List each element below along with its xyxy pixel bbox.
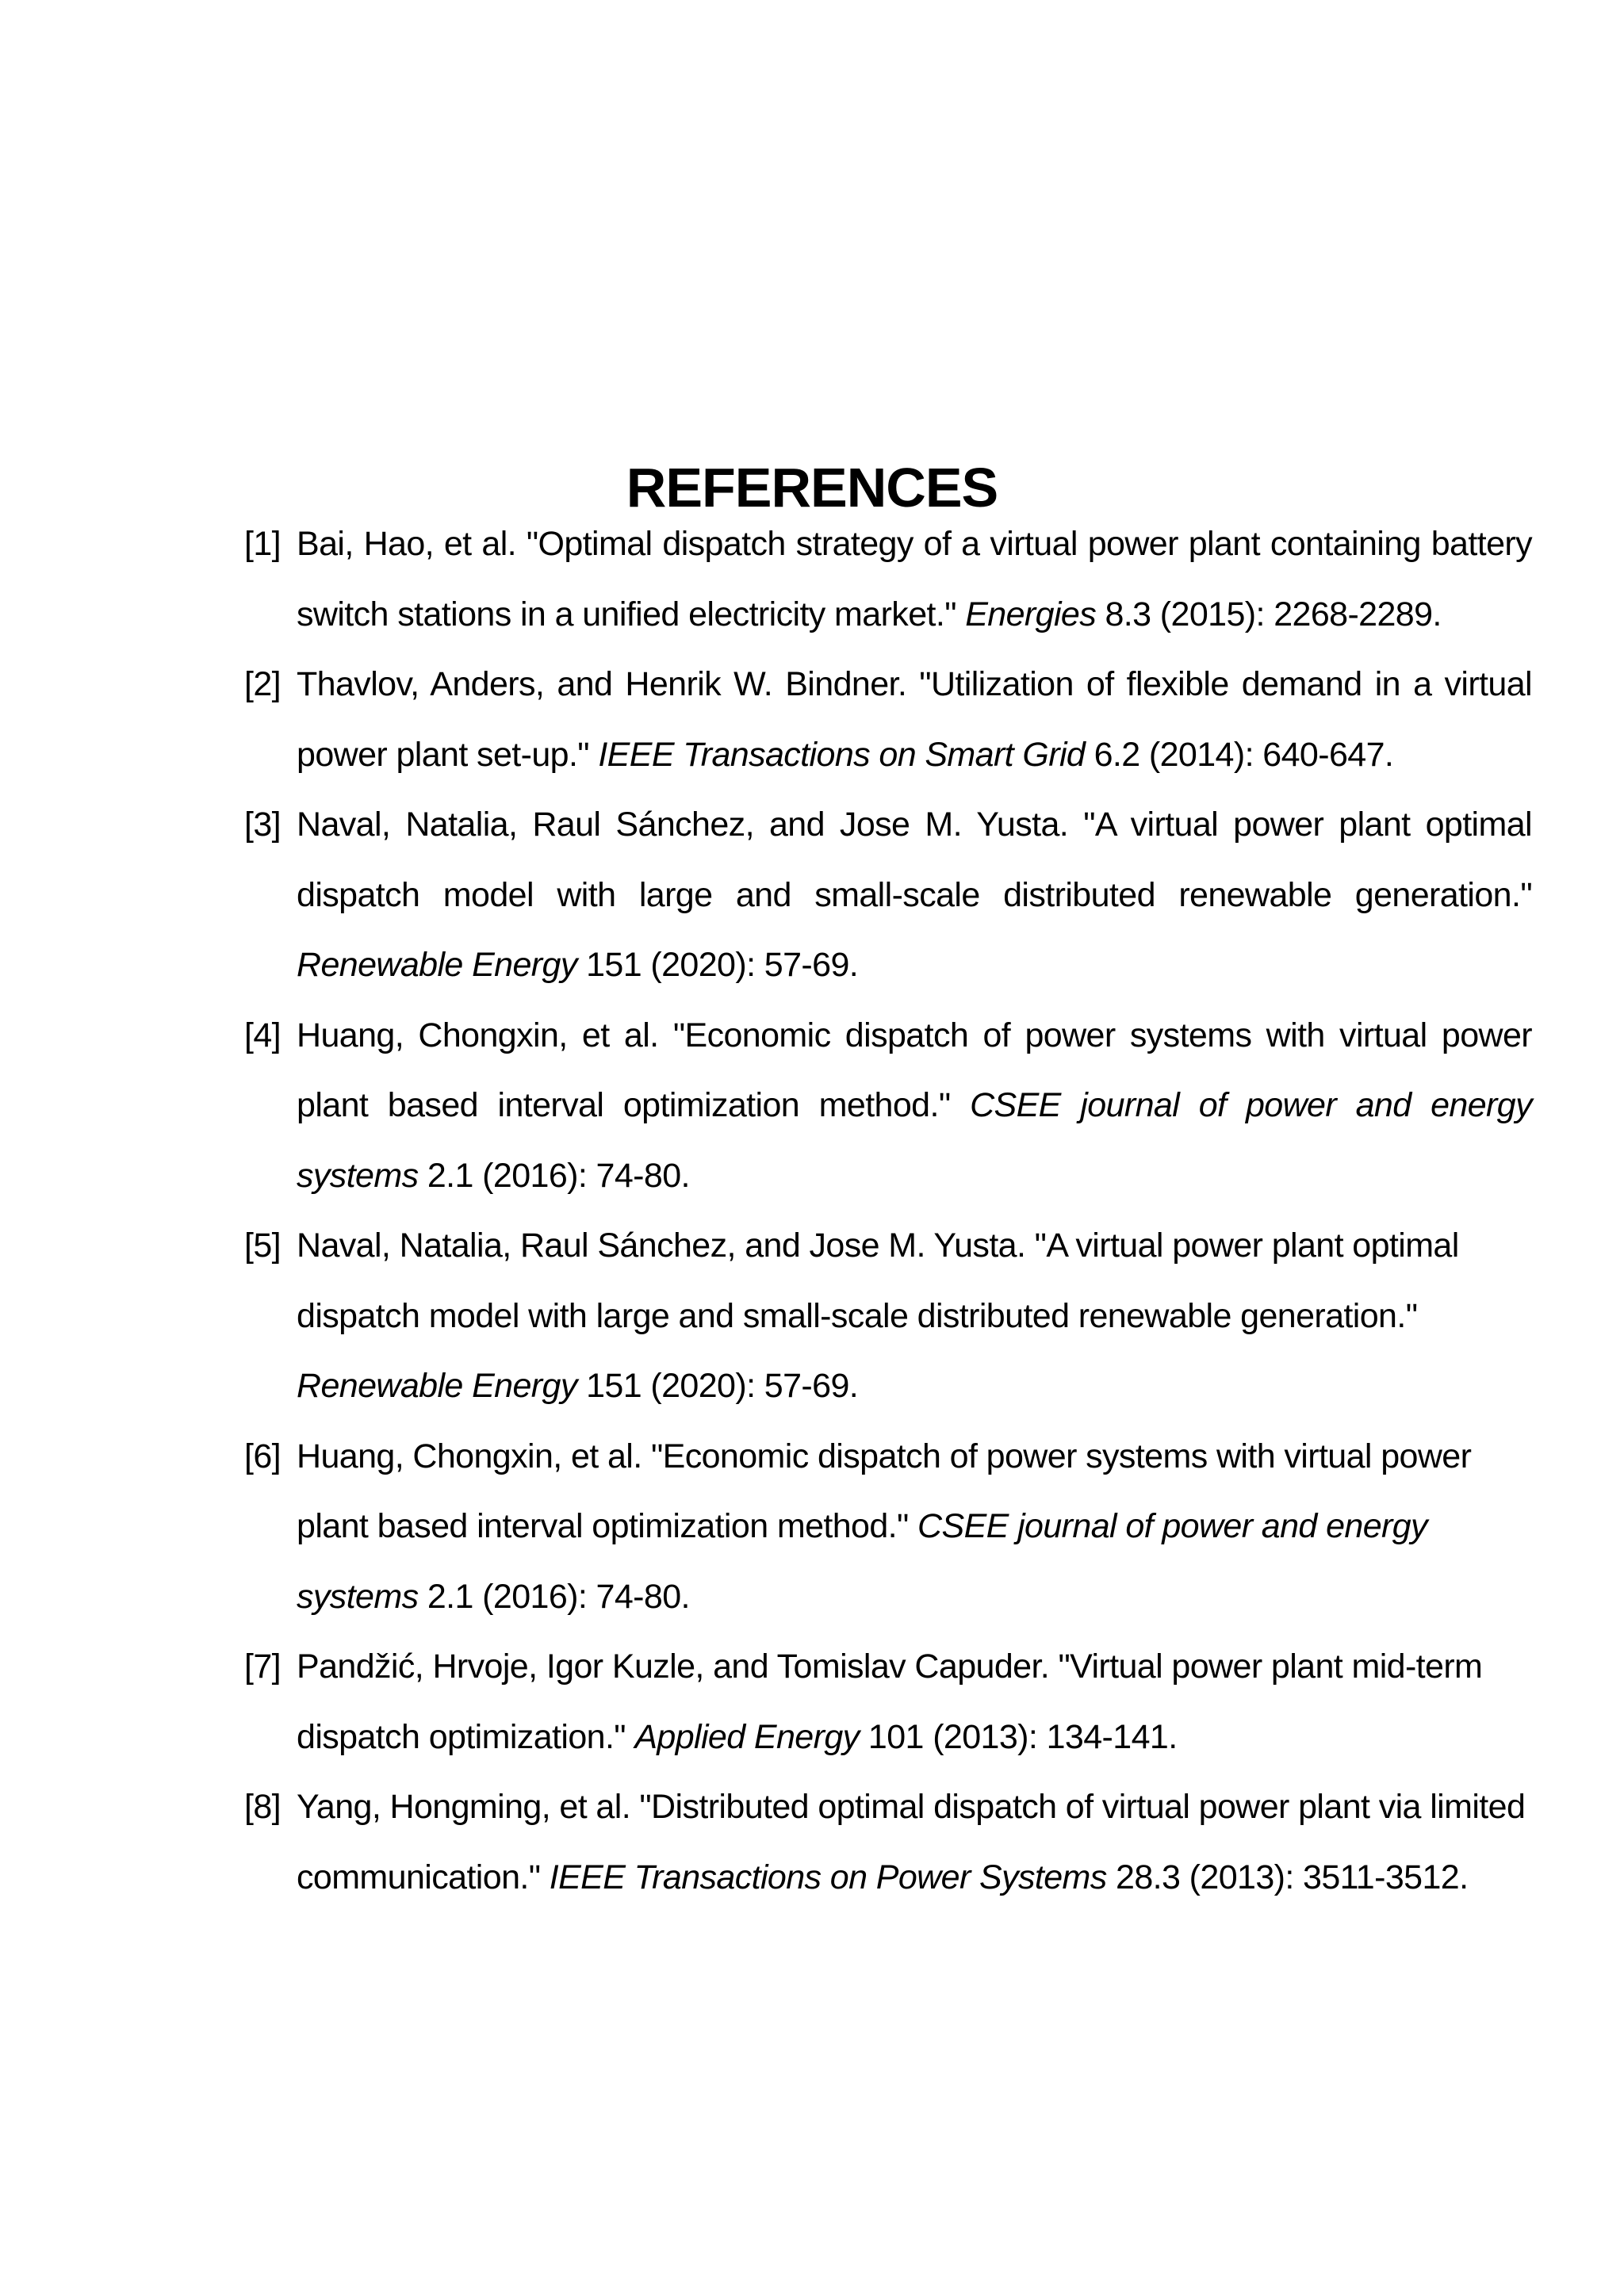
reference-text: Huang, Chongxin, et al. "Economic dispatch of power systems with virtual power plant based interval optimization method." <box>297 1016 1532 1124</box>
reference-venue: Renewable Energy <box>297 946 577 984</box>
reference-venue: CSEE journal of power and energy systems <box>297 1507 1427 1616</box>
reference-item-4 <box>244 1001 1532 1211</box>
reference-number: [2] <box>244 665 282 703</box>
reference-venue: CSEE journal of power and energy systems <box>297 1086 1532 1195</box>
reference-item-8 <box>244 1772 1532 1912</box>
reference-list <box>244 509 1532 1912</box>
reference-item-2 <box>244 649 1532 790</box>
reference-details: 2.1 (2016): 74-80. <box>418 1156 690 1195</box>
reference-number: [5] <box>244 1226 282 1265</box>
reference-number: [6] <box>244 1437 282 1475</box>
reference-text: Thavlov, Anders, and Henrik W. Bindner. "Utilization of flexible demand in a virtual power plant set-up." <box>297 665 1532 774</box>
reference-details: 151 (2020): 57-69. <box>576 946 859 984</box>
reference-number: [4] <box>244 1016 282 1054</box>
reference-number: [3] <box>244 806 282 844</box>
reference-text: Bai, Hao, et al. "Optimal dispatch strategy of a virtual power plant containing battery switch stations in a unified electricity market." <box>297 525 1532 633</box>
reference-number: [8] <box>244 1788 282 1826</box>
reference-details: 8.3 (2015): 2268-2289. <box>1096 595 1442 633</box>
reference-item-3 <box>244 790 1532 1001</box>
reference-item-7 <box>244 1632 1532 1772</box>
reference-number: [7] <box>244 1647 282 1686</box>
reference-text: Naval, Natalia, Raul Sánchez, and Jose M. Yusta. "A virtual power plant optimal dispatch model with large and small-scale distributed renewable generation." <box>297 1226 1459 1335</box>
reference-details: 151 (2020): 57-69. <box>576 1367 859 1405</box>
reference-text: Pandžić, Hrvoje, Igor Kuzle, and Tomislav Capuder. "Virtual power plant mid-term dispatch optimization." <box>297 1647 1483 1756</box>
reference-venue: IEEE Transactions on Power Systems <box>549 1858 1107 1896</box>
reference-text: Naval, Natalia, Raul Sánchez, and Jose M. Yusta. "A virtual power plant optimal dispatch model with large and small-scale distributed renewable generation." <box>297 806 1532 914</box>
reference-number: [1] <box>244 525 282 563</box>
reference-details: 6.2 (2014): 640-647. <box>1085 735 1394 774</box>
reference-details: 2.1 (2016): 74-80. <box>418 1577 690 1616</box>
reference-item-1 <box>244 509 1532 649</box>
reference-text: Yang, Hongming, et al. "Distributed optimal dispatch of virtual power plant via limited communication." <box>297 1788 1526 1896</box>
reference-item-6 <box>244 1422 1532 1632</box>
reference-venue: Renewable Energy <box>297 1367 577 1405</box>
reference-venue: Energies <box>965 595 1097 633</box>
reference-venue: IEEE Transactions on Smart Grid <box>598 735 1086 774</box>
reference-venue: Applied Energy <box>634 1717 860 1756</box>
page-heading: REFERENCES <box>626 456 998 519</box>
reference-item-5 <box>244 1211 1532 1422</box>
reference-text: Huang, Chongxin, et al. "Economic dispatch of power systems with virtual power plant based interval optimization method." <box>297 1437 1472 1545</box>
reference-details: 28.3 (2013): 3511-3512. <box>1106 1858 1469 1896</box>
reference-details: 101 (2013): 134-141. <box>859 1717 1178 1756</box>
